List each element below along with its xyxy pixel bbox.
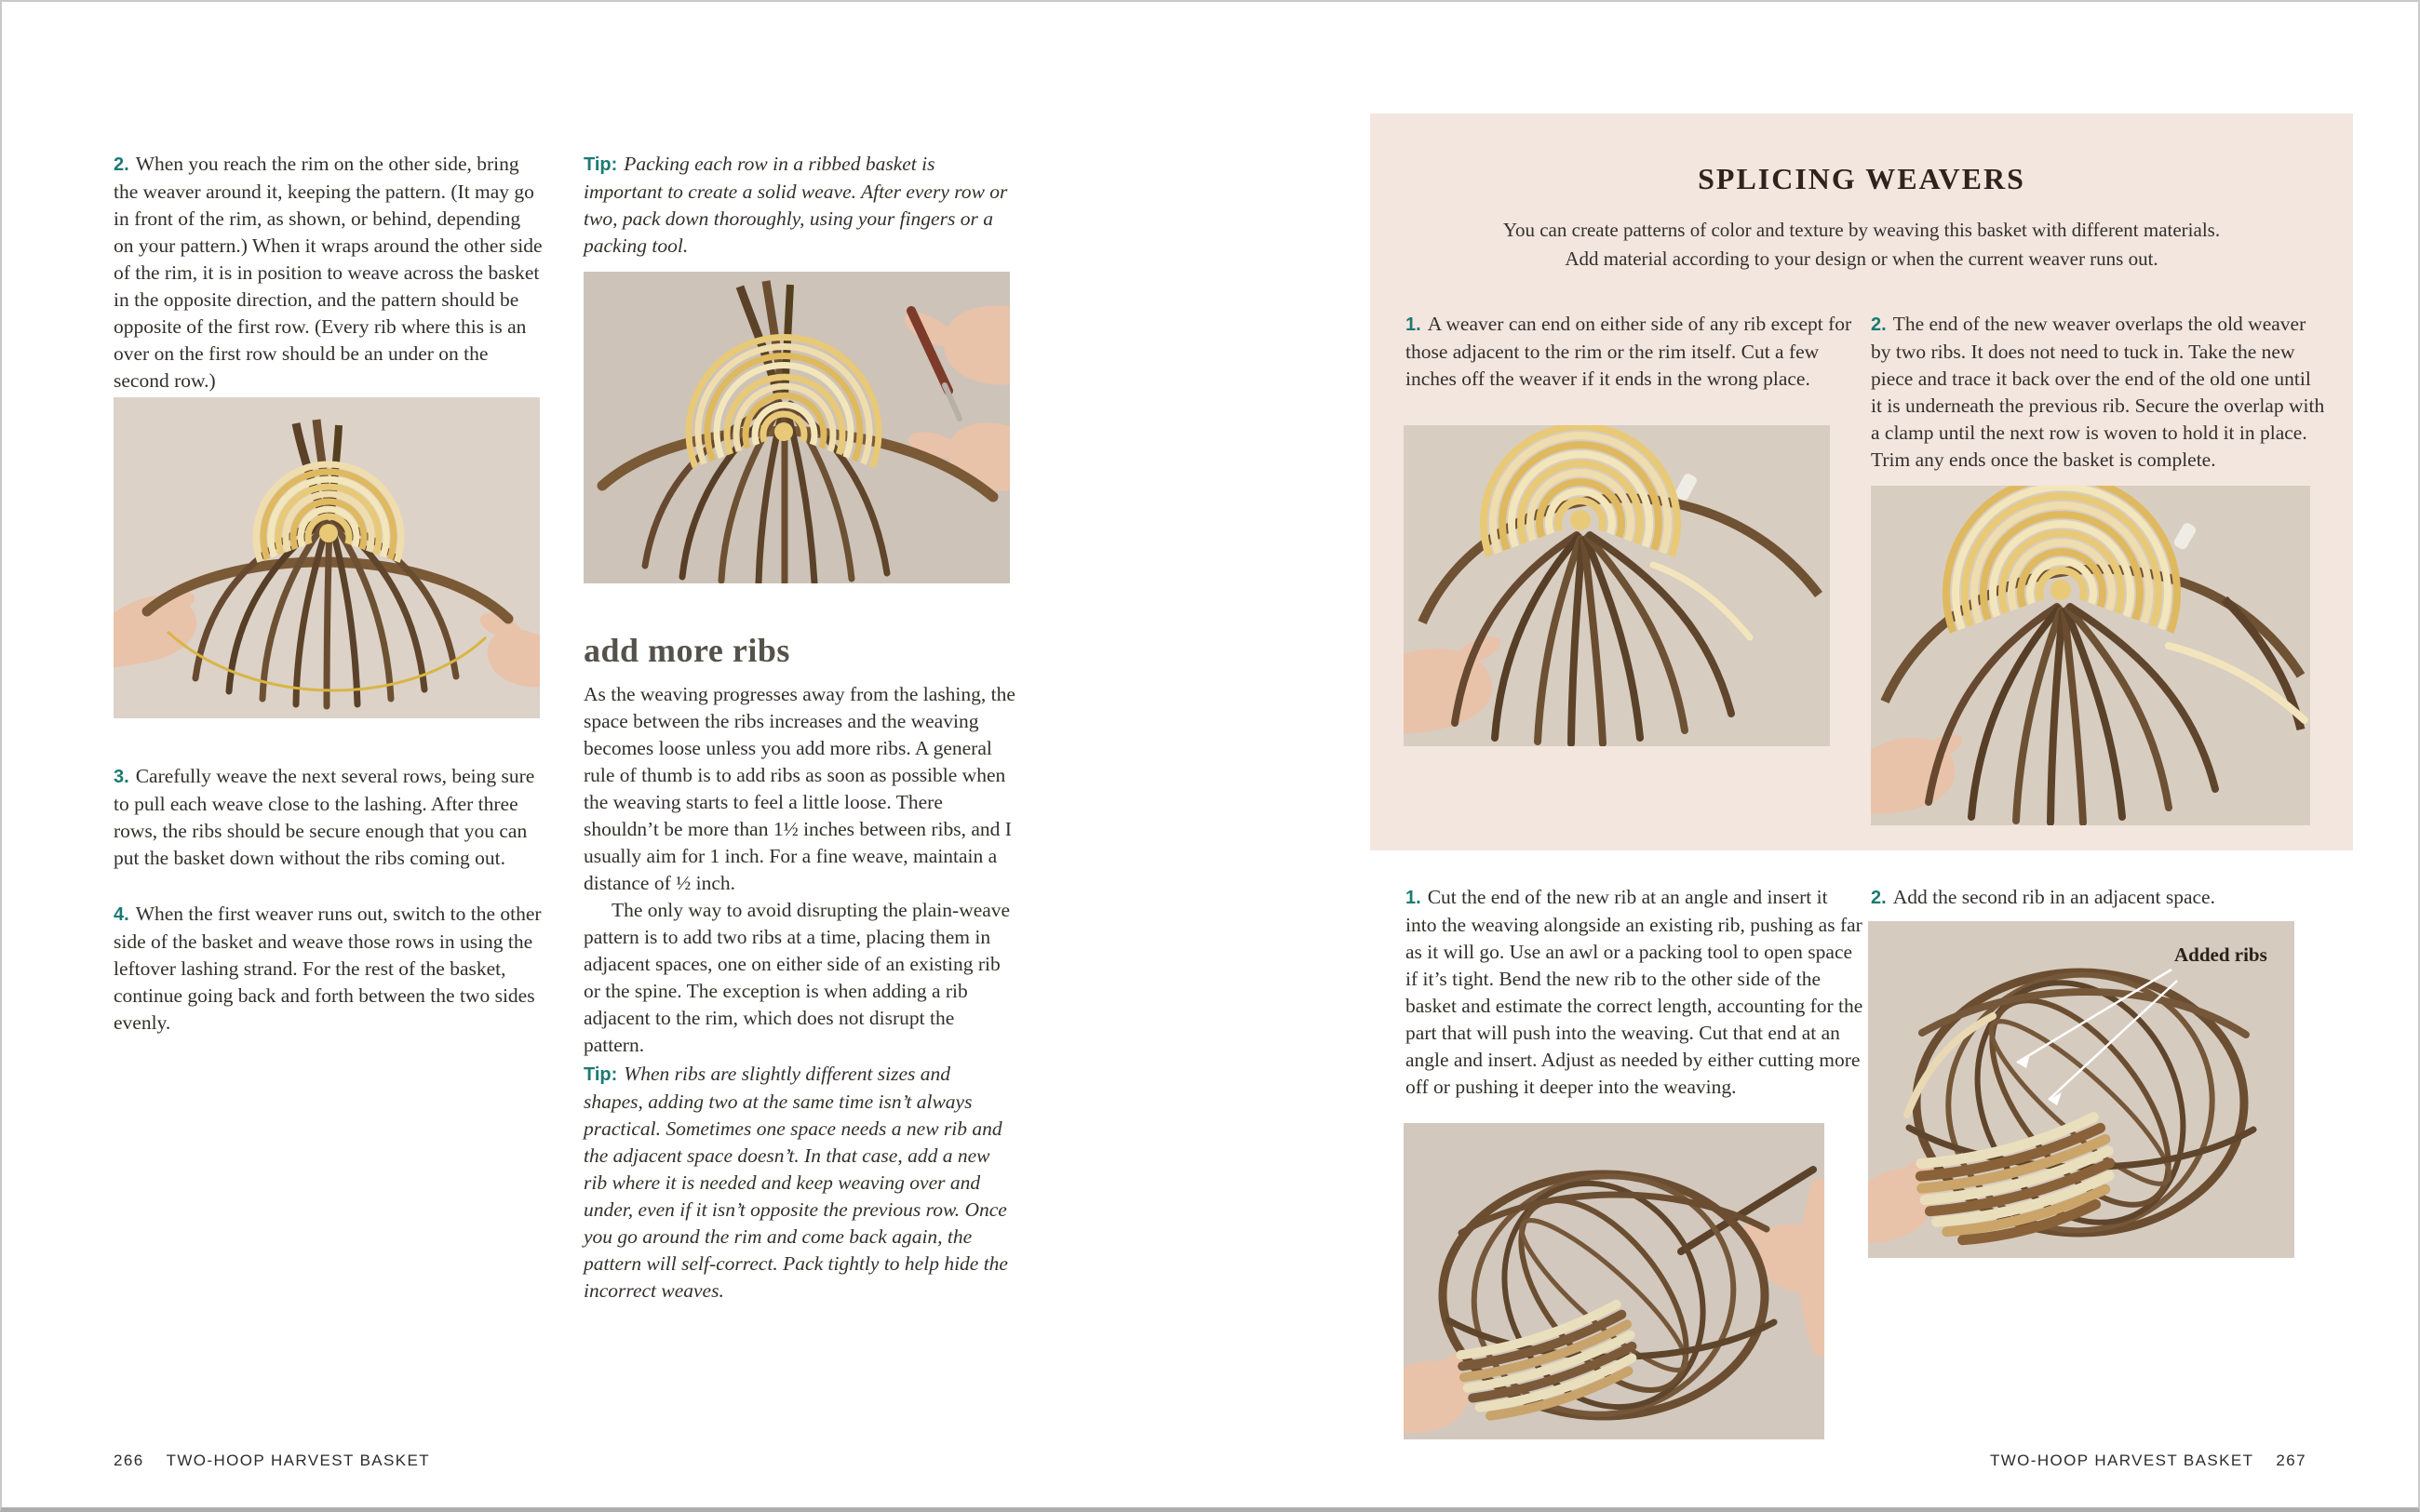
basket-illustration bbox=[114, 397, 540, 718]
panel-intro-line: Add material according to your design or when the current weaver runs out. bbox=[1565, 248, 2158, 270]
step-paragraph bbox=[114, 151, 544, 395]
panel-intro-line: You can create patterns of color and texture by weaving this basket with different materials. bbox=[1502, 219, 2221, 241]
page-number: 266 bbox=[114, 1452, 144, 1469]
running-title: TWO-HOOP HARVEST BASKET bbox=[1989, 1452, 2254, 1469]
step-text: When you reach the rim on the other side, bring the weaver around it, keeping the pattern. (It may go in front of the rim, as shown, or behind, depending on your pattern.) When it wraps around the other side of the rim, it is in position to weave across the basket in the opposite direction, and the pattern should be opposite of the first row. (Every rib where this is an over on the first row should be an under on the second row.) bbox=[114, 153, 543, 392]
tip-text: When ribs are slightly different sizes and shapes, adding two at the same time isn’t always practical. Sometimes one space needs a new rib and the adjacent space doesn’t. In that case, add a new rib where it is needed and keep weaving over and under, even if it isn’t opposite the previous row. Once you go around the rim and come back again, the pattern will self-correct. Pack tightly to help hide the incorrect weaves. bbox=[584, 1063, 1008, 1302]
panel-title: SPLICING WEAVERS bbox=[1698, 162, 2025, 195]
photo-weaving-around-rim bbox=[114, 397, 540, 718]
step-paragraph bbox=[1871, 311, 2325, 474]
tip-label: Tip: bbox=[584, 154, 618, 175]
tip-paragraph bbox=[584, 151, 1014, 260]
body-paragraph: As the weaving progresses away from the lashing, the space between the ribs increases and the weaving becomes loose unless you add more ribs. A general rule of thumb is to add ribs as soon as possible when the weaving starts to feel a little loose. There shouldn’t be more than 1½ inches between ribs, and I usually aim for 1 inch. For a fine weave, maintain a distance of ½ inch. bbox=[584, 683, 1015, 894]
step-text: Add the second rib in an adjacent space. bbox=[1892, 886, 2215, 908]
tip-paragraph bbox=[584, 1061, 1014, 1305]
step-paragraph bbox=[114, 763, 549, 872]
splicing-weavers-panel bbox=[1370, 114, 2353, 850]
photo-insert-rib bbox=[1404, 1123, 1824, 1439]
step-text: Cut the end of the new rib at an angle and insert it into the weaving alongside an existing rib, pushing as far as it will go. Use an awl or a packing tool to open space if it’s tight. Bend the new rib to the other side of the basket and estimate the correct length, accounting for the part that will push into the weaving. Cut that end at an angle and insert. Adjust as needed by either cutting more off or pushing it deeper into the weaving. bbox=[1405, 886, 1863, 1098]
step-number: 2. bbox=[1871, 888, 1887, 908]
step-number: 3. bbox=[114, 767, 129, 787]
footer-right bbox=[1990, 1452, 2306, 1470]
photo-added-ribs bbox=[1868, 921, 2294, 1258]
step-number: 1. bbox=[1405, 314, 1421, 335]
step-text: Carefully weave the next several rows, being sure to pull each weave close to the lashing. After three rows, the ribs should be secure enough that you can put the basket down without the ribs coming out. bbox=[114, 765, 535, 869]
step-paragraph bbox=[1405, 884, 1863, 1101]
panel-intro bbox=[1370, 216, 2353, 274]
section-body bbox=[584, 681, 1017, 1059]
basket-illustration bbox=[584, 272, 1010, 583]
section-heading: add more ribs bbox=[584, 632, 790, 669]
step-number: 2. bbox=[1871, 314, 1887, 335]
step-text: A weaver can end on either side of any rib except for those adjacent to the rim or the rim itself. Cut a few inches off the weaver if it ends in the wrong place. bbox=[1405, 313, 1852, 390]
body-paragraph: The only way to avoid disrupting the plain-weave pattern is to add two ribs at a time, placing them in adjacent spaces, one on either side of an existing rib or the spine. The exception is when adding a rib adjacent to the rim, which does not disrupt the pattern. bbox=[584, 899, 1011, 1056]
step-paragraph bbox=[1405, 311, 1860, 393]
page-number: 267 bbox=[2276, 1452, 2306, 1469]
step-paragraph bbox=[114, 901, 549, 1037]
tip-label: Tip: bbox=[584, 1064, 618, 1085]
photo-annotation-label: Added ribs bbox=[2174, 943, 2267, 966]
photo-weaver-overlap bbox=[1871, 486, 2310, 825]
step-paragraph bbox=[1871, 884, 2329, 912]
photo-packing-rows bbox=[584, 272, 1010, 583]
step-number: 4. bbox=[114, 904, 129, 925]
photo-weaver-end bbox=[1404, 425, 1830, 746]
step-number: 1. bbox=[1405, 888, 1421, 908]
tip-text: Packing each row in a ribbed basket is important to create a solid weave. After every row or two, pack down thoroughly, using your fingers or a packing tool. bbox=[584, 153, 1008, 257]
running-title: TWO-HOOP HARVEST BASKET bbox=[166, 1452, 431, 1469]
basket-illustration bbox=[1871, 486, 2310, 825]
footer-left bbox=[114, 1452, 430, 1470]
step-number: 2. bbox=[114, 154, 129, 175]
step-text: The end of the new weaver overlaps the old weaver by two ribs. It does not need to tuck in. Take the new piece and trace it back over the end of the old one until it is underneath the previous rib. Secure the overlap with a clamp until the next row is woven to hold it in place. Trim any ends once the basket is complete. bbox=[1871, 313, 2325, 471]
basket-illustration bbox=[1404, 1123, 1824, 1439]
step-text: When the first weaver runs out, switch to the other side of the basket and weave those rows in using the leftover lashing strand. For the rest of the basket, continue going back and forth between the two sides evenly. bbox=[114, 903, 542, 1034]
basket-illustration bbox=[1404, 425, 1830, 746]
basket-illustration bbox=[1868, 921, 2294, 1258]
